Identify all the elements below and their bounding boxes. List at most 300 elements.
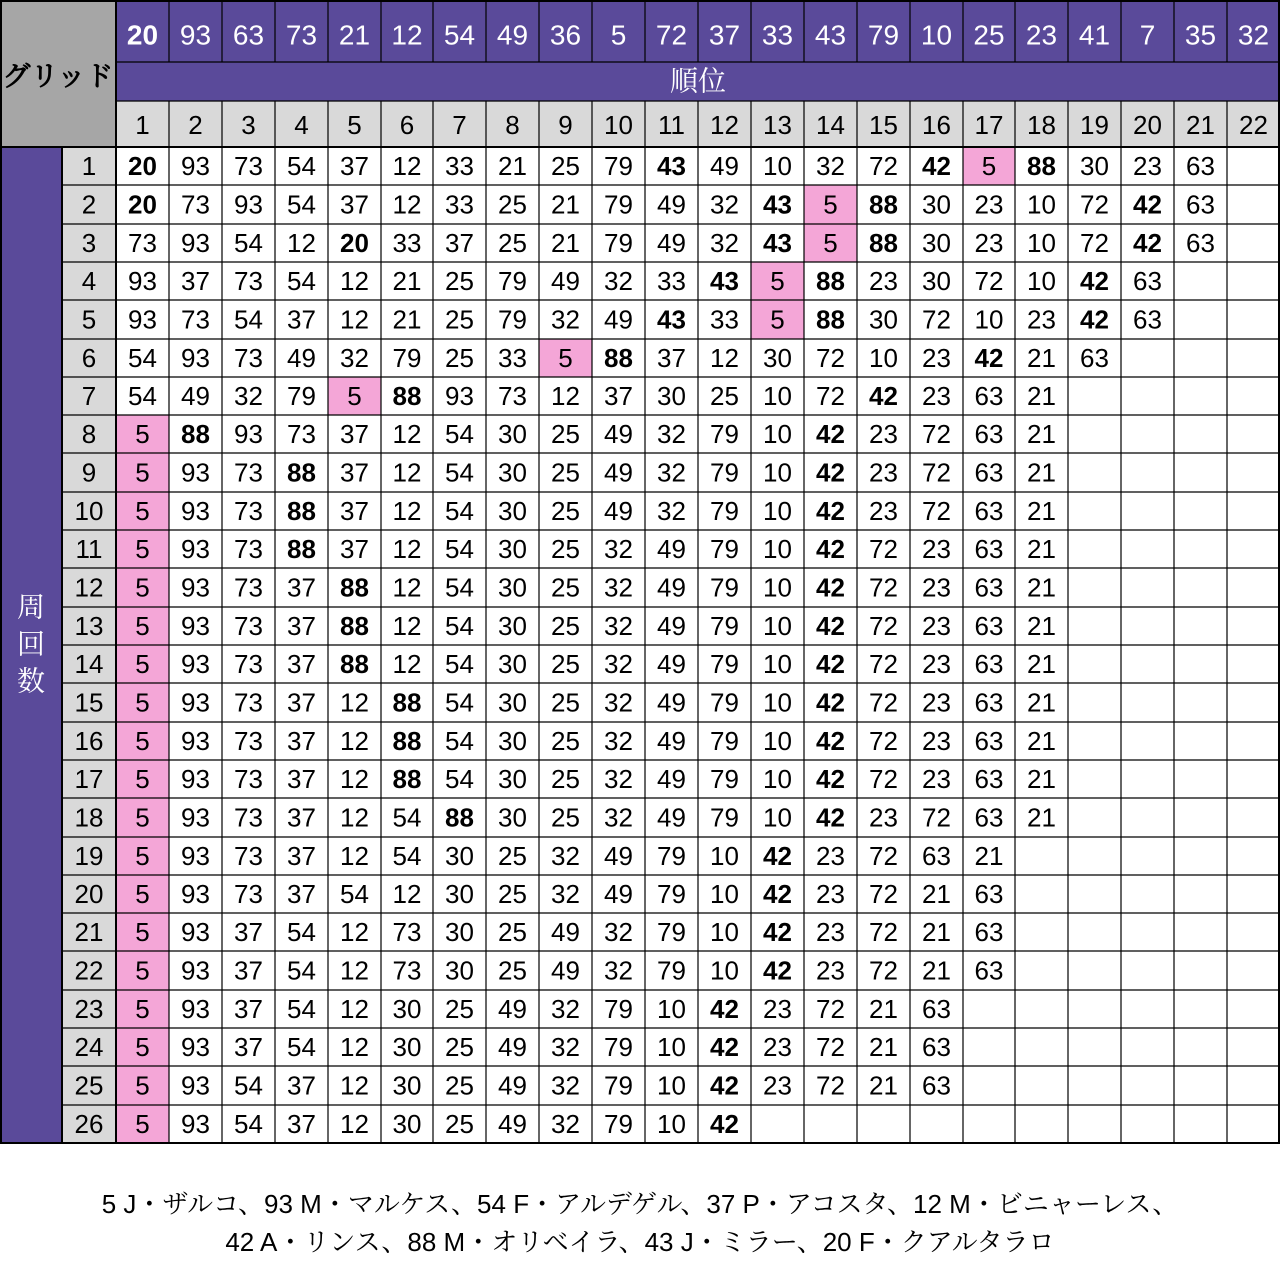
position-value: 88 bbox=[392, 687, 422, 718]
position-value: 21 bbox=[392, 304, 422, 335]
grid-order-cell: 33 bbox=[761, 19, 794, 51]
position-value: 30 bbox=[498, 802, 527, 833]
position-value: 37 bbox=[340, 419, 369, 449]
position-value: 21 bbox=[1027, 343, 1056, 373]
position-value: 30 bbox=[498, 611, 527, 641]
position-value: 88 bbox=[287, 534, 316, 564]
position-value: 63 bbox=[974, 687, 1004, 718]
position-cell: 5 bbox=[347, 110, 362, 140]
position-value: 54 bbox=[287, 994, 316, 1024]
position-value: 5 bbox=[135, 534, 150, 564]
position-value: 25 bbox=[551, 687, 580, 718]
position-value: 25 bbox=[498, 955, 527, 986]
position-value: 54 bbox=[445, 687, 474, 718]
position-value: 25 bbox=[498, 879, 527, 909]
position-cell: 17 bbox=[974, 110, 1004, 140]
position-value: 10 bbox=[1027, 189, 1056, 220]
position-value: 21 bbox=[1027, 687, 1056, 718]
position-value: 42 bbox=[710, 1109, 739, 1139]
position-value: 88 bbox=[392, 726, 422, 756]
lap-number: 13 bbox=[74, 611, 104, 641]
position-value: 49 bbox=[657, 726, 686, 756]
position-value: 73 bbox=[392, 917, 422, 947]
position-value: 63 bbox=[974, 534, 1004, 564]
position-value: 79 bbox=[498, 304, 527, 335]
position-value: 10 bbox=[657, 1070, 686, 1101]
position-value: 49 bbox=[604, 879, 633, 909]
position-cell: 21 bbox=[1186, 110, 1215, 140]
position-value: 23 bbox=[816, 955, 845, 986]
position-value: 5 bbox=[135, 1070, 150, 1101]
position-value: 12 bbox=[340, 955, 369, 986]
position-value: 37 bbox=[287, 802, 316, 833]
position-value: 49 bbox=[657, 687, 686, 718]
position-value: 30 bbox=[445, 879, 474, 909]
position-value: 32 bbox=[657, 457, 686, 488]
position-value: 42 bbox=[710, 1070, 739, 1101]
position-value: 54 bbox=[287, 917, 316, 947]
position-value: 79 bbox=[710, 572, 739, 603]
position-value: 93 bbox=[181, 611, 210, 641]
position-cell: 13 bbox=[763, 110, 792, 140]
position-value: 42 bbox=[974, 343, 1004, 373]
position-cell: 20 bbox=[1133, 110, 1162, 140]
position-value: 12 bbox=[392, 572, 422, 603]
position-value: 33 bbox=[445, 189, 474, 220]
position-value: 32 bbox=[604, 572, 633, 603]
position-value: 43 bbox=[763, 189, 792, 220]
position-value: 5 bbox=[770, 266, 785, 296]
position-value: 42 bbox=[816, 611, 845, 641]
position-value: 12 bbox=[392, 189, 422, 220]
grid-order-cell: 23 bbox=[1025, 19, 1058, 51]
position-value: 30 bbox=[498, 496, 527, 526]
position-value: 79 bbox=[710, 611, 739, 641]
position-value: 10 bbox=[657, 1032, 686, 1062]
position-value: 43 bbox=[657, 304, 686, 335]
position-value: 79 bbox=[710, 649, 739, 679]
position-value: 49 bbox=[657, 572, 686, 603]
position-value: 37 bbox=[234, 1032, 263, 1062]
position-value: 30 bbox=[392, 1070, 422, 1101]
lap-number: 19 bbox=[74, 841, 104, 871]
position-value: 49 bbox=[657, 228, 686, 258]
position-value: 30 bbox=[763, 343, 792, 373]
position-value: 21 bbox=[1027, 572, 1056, 603]
position-value: 10 bbox=[763, 764, 792, 794]
position-value: 37 bbox=[657, 343, 686, 373]
lap-number: 4 bbox=[81, 266, 97, 296]
grid-order-cell: 49 bbox=[496, 19, 529, 51]
lap-number: 21 bbox=[74, 917, 104, 947]
position-value: 88 bbox=[445, 802, 474, 833]
position-value: 32 bbox=[604, 917, 633, 947]
position-value: 49 bbox=[657, 764, 686, 794]
position-value: 63 bbox=[922, 1032, 951, 1062]
position-value: 21 bbox=[1027, 764, 1056, 794]
lap-number: 15 bbox=[74, 687, 104, 718]
position-value: 93 bbox=[181, 802, 210, 833]
lap-number: 7 bbox=[81, 381, 97, 411]
position-value: 10 bbox=[710, 879, 739, 909]
lap-number: 22 bbox=[74, 955, 104, 986]
position-value: 42 bbox=[869, 381, 898, 411]
position-value: 54 bbox=[445, 726, 474, 756]
position-value: 10 bbox=[657, 1109, 686, 1139]
lap-number: 26 bbox=[74, 1109, 104, 1139]
position-value: 21 bbox=[551, 228, 580, 258]
position-value: 93 bbox=[181, 955, 210, 986]
position-value: 32 bbox=[604, 764, 633, 794]
position-value: 73 bbox=[234, 457, 263, 488]
position-value: 32 bbox=[710, 189, 739, 220]
position-value: 21 bbox=[922, 879, 951, 909]
position-value: 72 bbox=[922, 496, 951, 526]
position-value: 72 bbox=[816, 343, 845, 373]
position-value: 21 bbox=[1027, 611, 1056, 641]
position-value: 93 bbox=[181, 343, 210, 373]
position-value: 43 bbox=[710, 266, 739, 296]
position-value: 25 bbox=[551, 419, 580, 449]
position-value: 73 bbox=[234, 611, 263, 641]
position-value: 21 bbox=[1027, 726, 1056, 756]
position-value: 12 bbox=[392, 457, 422, 488]
position-value: 32 bbox=[604, 802, 633, 833]
position-value: 21 bbox=[974, 841, 1004, 871]
position-value: 25 bbox=[551, 802, 580, 833]
lap-number: 5 bbox=[81, 304, 97, 335]
position-value: 93 bbox=[181, 994, 210, 1024]
position-value: 25 bbox=[551, 534, 580, 564]
position-value: 30 bbox=[498, 649, 527, 679]
position-value: 54 bbox=[234, 1109, 263, 1139]
position-value: 93 bbox=[181, 572, 210, 603]
position-value: 73 bbox=[287, 419, 316, 449]
position-value: 63 bbox=[974, 917, 1004, 947]
position-value: 37 bbox=[287, 764, 316, 794]
position-cell: 9 bbox=[558, 110, 573, 140]
position-value: 25 bbox=[551, 764, 580, 794]
position-value: 93 bbox=[445, 381, 474, 411]
position-value: 32 bbox=[551, 879, 580, 909]
position-value: 79 bbox=[604, 1109, 633, 1139]
grid-order-cell: 37 bbox=[708, 19, 741, 51]
position-value: 25 bbox=[551, 496, 580, 526]
position-value: 23 bbox=[763, 1032, 792, 1062]
position-value: 73 bbox=[234, 841, 263, 871]
position-value: 79 bbox=[604, 1070, 633, 1101]
position-value: 23 bbox=[922, 764, 951, 794]
position-value: 42 bbox=[763, 841, 792, 871]
position-value: 12 bbox=[340, 1032, 369, 1062]
position-value: 42 bbox=[763, 917, 792, 947]
position-value: 10 bbox=[1027, 228, 1056, 258]
position-value: 79 bbox=[710, 457, 739, 488]
position-value: 42 bbox=[1080, 266, 1109, 296]
position-value: 79 bbox=[710, 726, 739, 756]
position-value: 72 bbox=[922, 419, 951, 449]
position-value: 25 bbox=[445, 343, 474, 373]
position-value: 5 bbox=[135, 1032, 150, 1062]
position-value: 72 bbox=[869, 572, 898, 603]
position-cell: 6 bbox=[399, 110, 415, 140]
position-value: 30 bbox=[657, 381, 686, 411]
position-value: 32 bbox=[604, 611, 633, 641]
position-value: 23 bbox=[869, 419, 898, 449]
position-value: 79 bbox=[392, 343, 422, 373]
position-value: 72 bbox=[869, 917, 898, 947]
position-value: 25 bbox=[551, 726, 580, 756]
position-value: 49 bbox=[498, 1070, 527, 1101]
position-value: 32 bbox=[604, 649, 633, 679]
position-value: 88 bbox=[869, 189, 898, 220]
position-value: 23 bbox=[974, 228, 1004, 258]
position-value: 63 bbox=[1186, 228, 1215, 258]
position-cell: 11 bbox=[658, 110, 685, 140]
position-value: 37 bbox=[234, 955, 263, 986]
position-value: 93 bbox=[181, 1109, 210, 1139]
position-value: 12 bbox=[340, 841, 369, 871]
position-value: 23 bbox=[974, 189, 1004, 220]
position-value: 21 bbox=[1027, 419, 1056, 449]
position-cell: 4 bbox=[294, 110, 309, 140]
grid-order-cell: 43 bbox=[814, 19, 847, 51]
position-value: 93 bbox=[181, 879, 210, 909]
position-value: 54 bbox=[287, 955, 316, 986]
grid-order-cell: 93 bbox=[179, 19, 212, 51]
position-value: 54 bbox=[445, 764, 474, 794]
side-label-char: 回 bbox=[16, 628, 46, 660]
position-value: 49 bbox=[657, 611, 686, 641]
position-value: 54 bbox=[445, 419, 474, 449]
position-value: 42 bbox=[816, 726, 845, 756]
grid-order-cell: 72 bbox=[655, 19, 688, 51]
position-value: 93 bbox=[234, 189, 263, 220]
position-value: 25 bbox=[445, 994, 474, 1024]
lap-number: 3 bbox=[81, 228, 97, 258]
position-value: 5 bbox=[823, 189, 838, 220]
lap-number: 8 bbox=[81, 419, 97, 449]
position-value: 32 bbox=[604, 266, 633, 296]
lap-number: 17 bbox=[74, 764, 104, 794]
position-value: 88 bbox=[392, 764, 422, 794]
lap-number: 6 bbox=[81, 343, 97, 373]
position-value: 73 bbox=[181, 189, 210, 220]
position-value: 25 bbox=[445, 1070, 474, 1101]
position-value: 63 bbox=[1133, 266, 1162, 296]
position-value: 25 bbox=[445, 266, 474, 296]
position-value: 21 bbox=[922, 955, 951, 986]
header-label: 順位 bbox=[669, 65, 727, 97]
position-value: 54 bbox=[445, 611, 474, 641]
position-value: 5 bbox=[135, 764, 150, 794]
position-value: 88 bbox=[604, 343, 633, 373]
position-value: 49 bbox=[551, 955, 580, 986]
position-value: 32 bbox=[340, 343, 369, 373]
position-value: 49 bbox=[710, 151, 739, 181]
position-value: 5 bbox=[770, 304, 785, 335]
grid-order-cell: 7 bbox=[1139, 19, 1156, 51]
position-value: 79 bbox=[657, 917, 686, 947]
rider-legend bbox=[0, 1185, 1280, 1261]
position-value: 20 bbox=[128, 189, 157, 220]
position-value: 93 bbox=[181, 496, 210, 526]
lap-number: 24 bbox=[74, 1032, 104, 1062]
position-value: 63 bbox=[974, 572, 1004, 603]
lap-number: 11 bbox=[75, 534, 103, 564]
lap-number: 20 bbox=[74, 879, 104, 909]
position-value: 49 bbox=[498, 994, 527, 1024]
grid-order-cell: 25 bbox=[973, 19, 1005, 51]
corner-label: グリッド bbox=[2, 60, 114, 92]
position-value: 5 bbox=[135, 649, 150, 679]
position-value: 73 bbox=[392, 955, 422, 986]
position-value: 21 bbox=[1027, 496, 1056, 526]
position-value: 42 bbox=[816, 687, 845, 718]
position-value: 42 bbox=[763, 955, 792, 986]
position-value: 73 bbox=[234, 802, 263, 833]
position-value: 79 bbox=[710, 802, 739, 833]
position-value: 12 bbox=[340, 802, 369, 833]
position-cell: 1 bbox=[135, 110, 150, 140]
position-value: 49 bbox=[287, 343, 316, 373]
position-cell: 15 bbox=[869, 110, 898, 140]
position-value: 30 bbox=[392, 1109, 422, 1139]
position-value: 12 bbox=[392, 534, 422, 564]
position-value: 63 bbox=[974, 457, 1004, 488]
position-value: 72 bbox=[1080, 189, 1109, 220]
position-value: 72 bbox=[869, 151, 898, 181]
position-value: 72 bbox=[974, 266, 1004, 296]
position-value: 10 bbox=[763, 611, 792, 641]
position-value: 63 bbox=[1133, 304, 1162, 335]
grid-order-cell: 12 bbox=[391, 19, 423, 51]
grid-order-cell: 36 bbox=[549, 19, 582, 51]
grid-order-cell: 54 bbox=[443, 19, 476, 51]
position-value: 72 bbox=[816, 381, 845, 411]
position-value: 32 bbox=[551, 1032, 580, 1062]
position-value: 5 bbox=[135, 1109, 150, 1139]
lap-number: 25 bbox=[74, 1070, 104, 1101]
position-value: 37 bbox=[234, 994, 263, 1024]
position-value: 54 bbox=[128, 343, 157, 373]
position-value: 30 bbox=[922, 189, 951, 220]
position-value: 25 bbox=[551, 457, 580, 488]
position-value: 25 bbox=[445, 1109, 474, 1139]
position-value: 5 bbox=[135, 917, 150, 947]
position-value: 12 bbox=[551, 381, 580, 411]
position-value: 23 bbox=[922, 343, 951, 373]
position-value: 10 bbox=[763, 534, 792, 564]
position-value: 25 bbox=[498, 917, 527, 947]
position-value: 54 bbox=[392, 802, 422, 833]
position-value: 37 bbox=[287, 726, 316, 756]
grid-order-cell: 32 bbox=[1237, 19, 1270, 51]
position-value: 33 bbox=[392, 228, 422, 258]
position-value: 30 bbox=[922, 228, 951, 258]
position-value: 12 bbox=[710, 343, 739, 373]
position-value: 30 bbox=[498, 764, 527, 794]
position-value: 79 bbox=[498, 266, 527, 296]
position-value: 5 bbox=[981, 151, 997, 181]
position-value: 63 bbox=[1186, 189, 1215, 220]
position-value: 49 bbox=[604, 841, 633, 871]
position-value: 93 bbox=[181, 687, 210, 718]
position-value: 10 bbox=[710, 841, 739, 871]
position-value: 21 bbox=[1027, 457, 1056, 488]
position-value: 21 bbox=[869, 994, 898, 1024]
position-value: 23 bbox=[922, 534, 951, 564]
position-value: 37 bbox=[287, 1109, 316, 1139]
position-value: 5 bbox=[135, 994, 150, 1024]
position-value: 72 bbox=[869, 879, 898, 909]
position-value: 63 bbox=[974, 879, 1004, 909]
position-value: 32 bbox=[551, 304, 580, 335]
position-value: 30 bbox=[498, 419, 527, 449]
position-value: 72 bbox=[869, 764, 898, 794]
position-value: 5 bbox=[823, 228, 838, 258]
position-value: 30 bbox=[392, 994, 422, 1024]
position-value: 37 bbox=[604, 381, 633, 411]
position-value: 20 bbox=[340, 228, 369, 258]
position-value: 32 bbox=[604, 687, 633, 718]
position-value: 88 bbox=[869, 228, 898, 258]
position-value: 93 bbox=[128, 304, 157, 335]
position-value: 54 bbox=[445, 534, 474, 564]
grid-order-cell: 63 bbox=[232, 19, 265, 51]
position-value: 93 bbox=[181, 649, 210, 679]
grid-order-cell: 79 bbox=[867, 19, 900, 51]
position-cell: 16 bbox=[922, 110, 951, 140]
position-value: 43 bbox=[763, 228, 792, 258]
position-value: 37 bbox=[287, 649, 316, 679]
position-value: 10 bbox=[763, 649, 792, 679]
position-value: 5 bbox=[135, 841, 150, 871]
lap-number: 18 bbox=[74, 802, 104, 833]
position-value: 30 bbox=[498, 687, 527, 718]
position-value: 42 bbox=[816, 764, 845, 794]
position-value: 20 bbox=[128, 151, 157, 181]
position-value: 73 bbox=[234, 879, 263, 909]
position-value: 79 bbox=[710, 764, 739, 794]
position-value: 42 bbox=[816, 496, 845, 526]
position-value: 37 bbox=[287, 1070, 316, 1101]
lap-number: 2 bbox=[81, 189, 97, 220]
position-value: 73 bbox=[128, 228, 157, 258]
position-value: 10 bbox=[974, 304, 1004, 335]
lap-number: 10 bbox=[74, 496, 104, 526]
position-value: 54 bbox=[445, 457, 474, 488]
position-value: 72 bbox=[816, 1032, 845, 1062]
lap-number: 12 bbox=[74, 572, 104, 603]
position-value: 25 bbox=[551, 611, 580, 641]
position-value: 12 bbox=[287, 228, 316, 258]
position-value: 63 bbox=[922, 841, 951, 871]
position-value: 21 bbox=[869, 1032, 898, 1062]
position-value: 42 bbox=[816, 457, 845, 488]
position-value: 79 bbox=[604, 228, 633, 258]
lap-number: 14 bbox=[74, 649, 104, 679]
position-value: 93 bbox=[181, 764, 210, 794]
position-value: 72 bbox=[816, 994, 845, 1024]
position-value: 33 bbox=[710, 304, 739, 335]
position-value: 42 bbox=[1133, 189, 1162, 220]
position-value: 25 bbox=[498, 228, 527, 258]
lap-number: 1 bbox=[81, 151, 97, 181]
position-value: 33 bbox=[498, 343, 527, 373]
position-value: 30 bbox=[869, 304, 898, 335]
position-value: 49 bbox=[181, 381, 210, 411]
